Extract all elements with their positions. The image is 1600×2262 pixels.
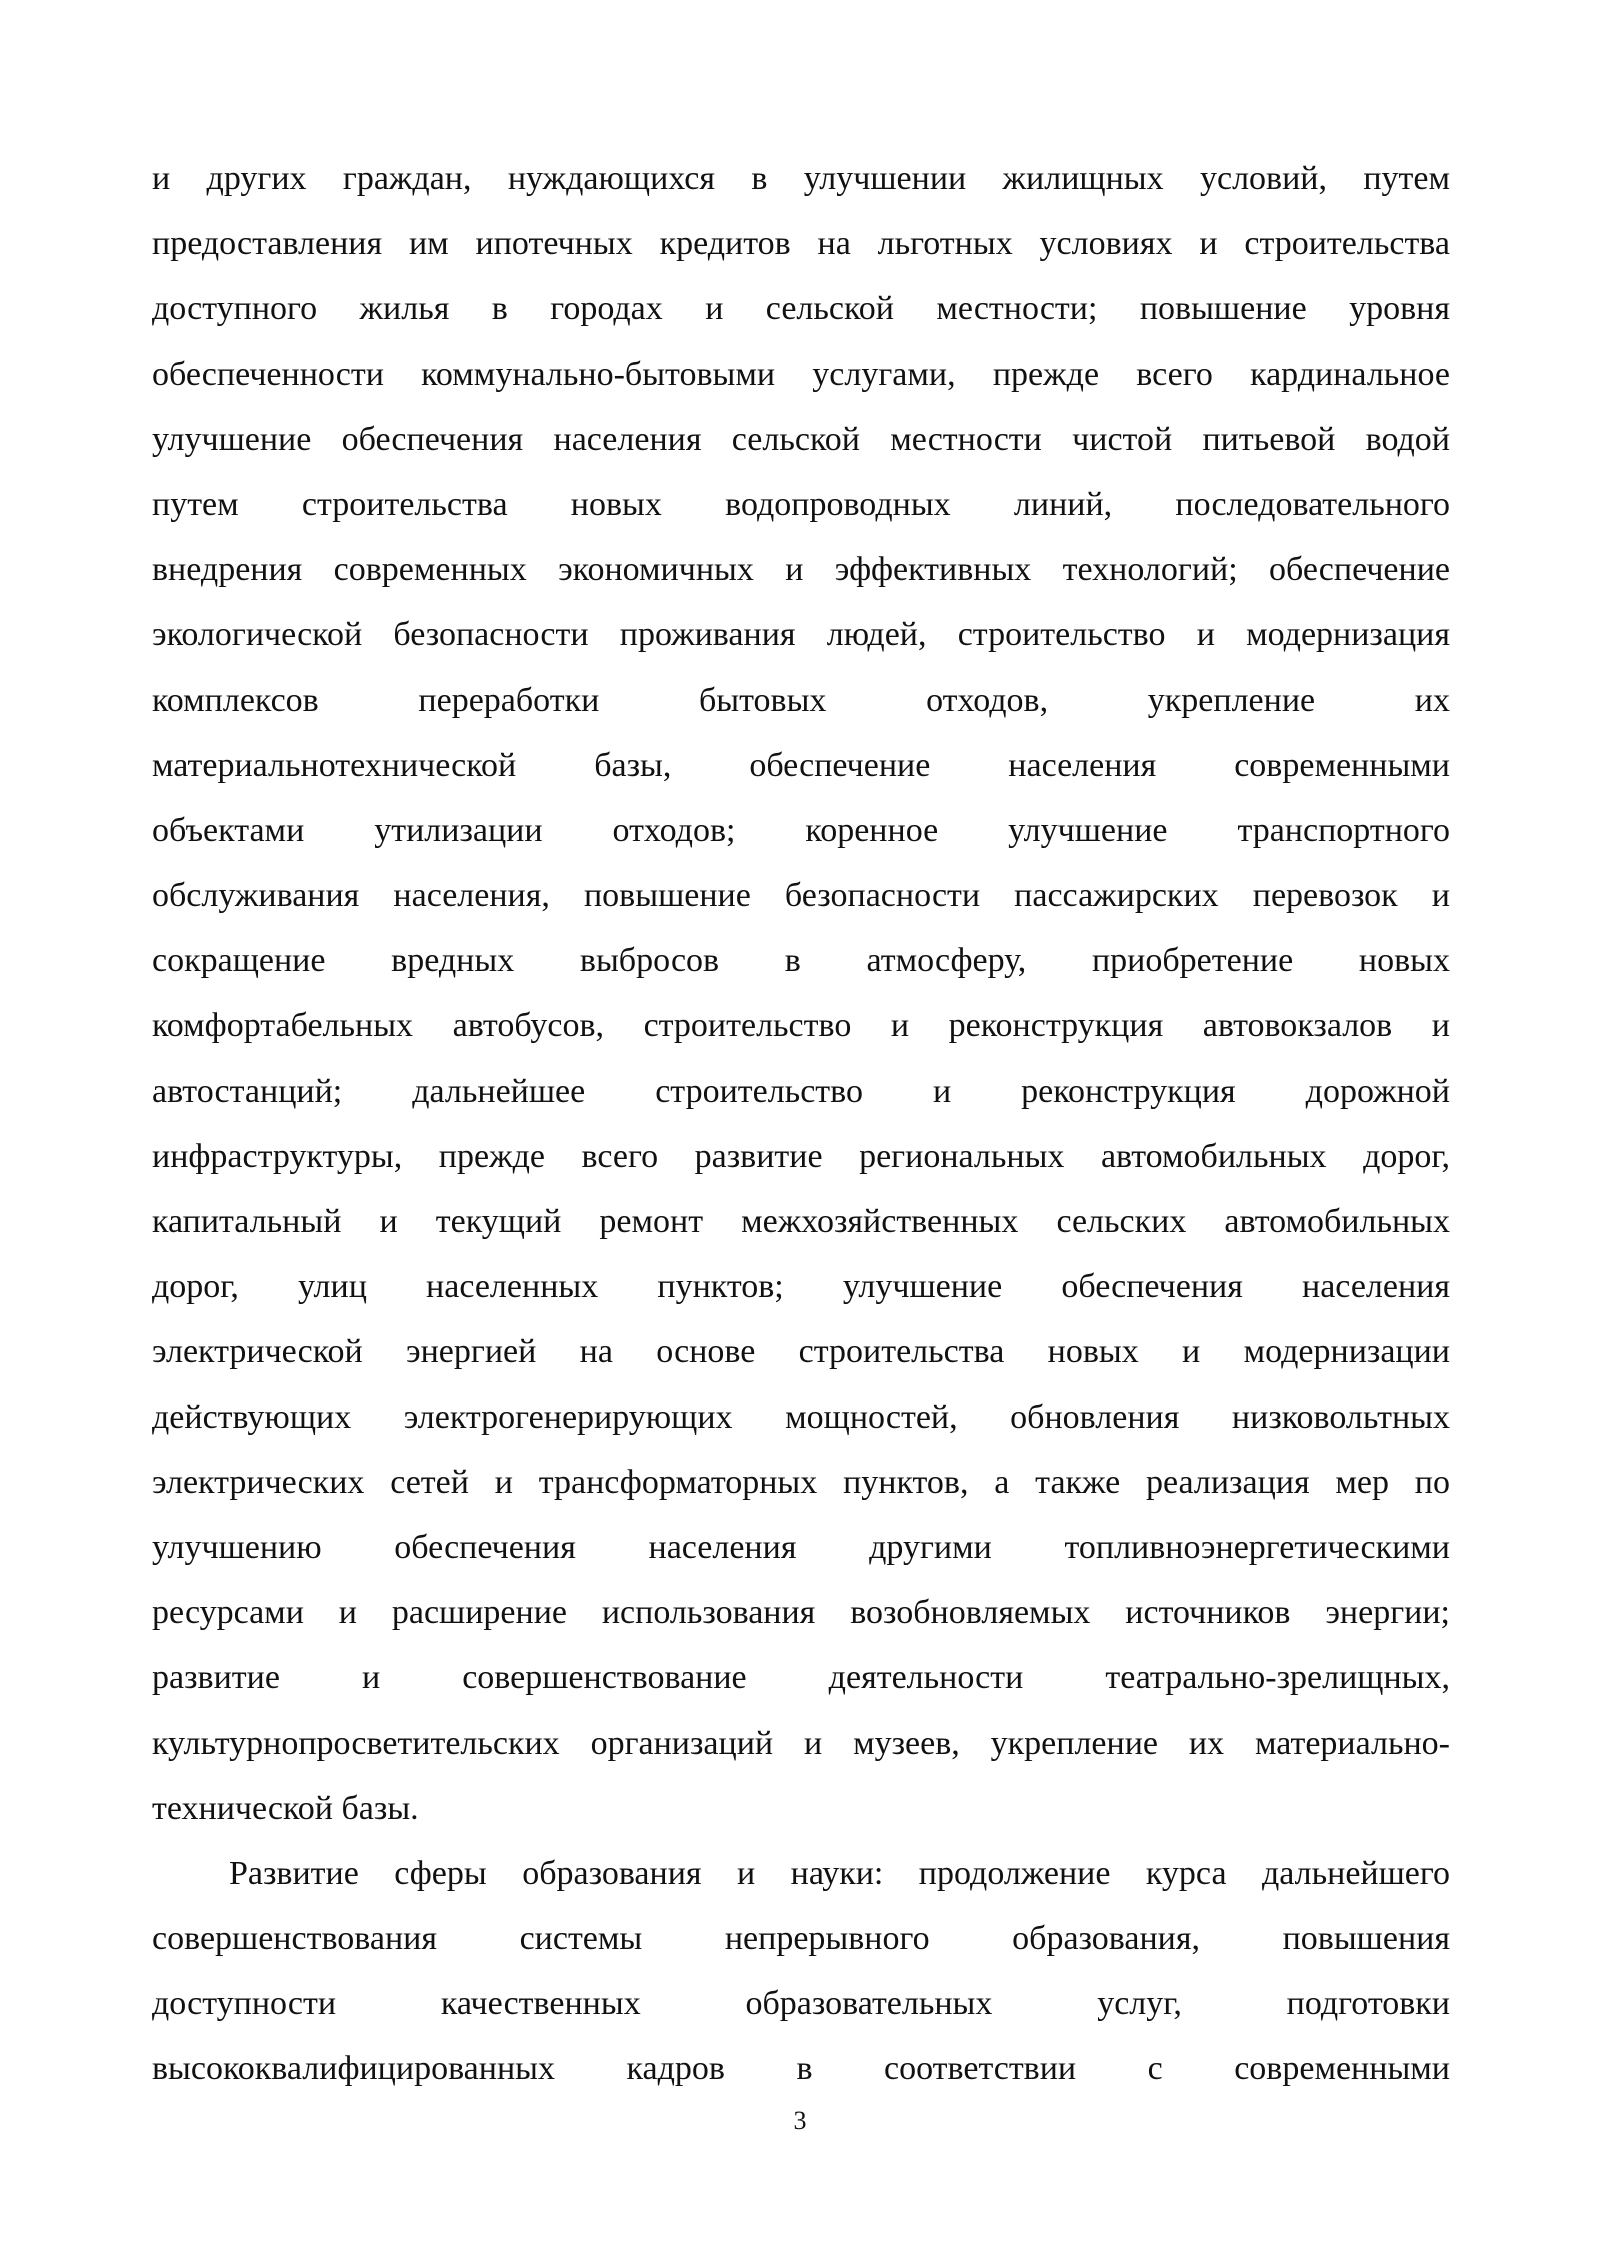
body-text bbox=[152, 146, 1450, 2102]
text-line: совершенствования системы непрерывного образования, повышения bbox=[152, 1920, 1450, 1958]
text-line: развитие и совершенствование деятельности театрально-зрелищных, bbox=[152, 1659, 1450, 1697]
text-line: капитальный и текущий ремонт межхозяйственных сельских автомобильных bbox=[152, 1203, 1450, 1240]
text-line: инфраструктуры, прежде всего развитие региональных автомобильных дорог, bbox=[152, 1137, 1450, 1175]
text-line: дорог, улиц населенных пунктов; улучшение обеспечения населения bbox=[152, 1268, 1450, 1306]
text-line: высококвалифицированных кадров в соответствии с современными bbox=[152, 2050, 1450, 2088]
text-line: автостанций; дальнейшее строительство и реконструкция дорожной bbox=[152, 1072, 1450, 1110]
text-line: комфортабельных автобусов, строительство и реконструкция автовокзалов и bbox=[152, 1007, 1450, 1045]
text-line: Развитие сферы образования и науки: продолжение курса дальнейшего bbox=[229, 1854, 1450, 1892]
text-line: доступности качественных образовательных услуг, подготовки bbox=[152, 1985, 1450, 2023]
paragraph bbox=[152, 1841, 1450, 2102]
text-line: сокращение вредных выбросов в атмосферу, приобретение новых bbox=[152, 942, 1450, 980]
text-line: культурнопросветительских организаций и музеев, укрепление их материально- bbox=[152, 1724, 1450, 1762]
text-line: обеспеченности коммунально-бытовыми услугами, прежде всего кардинальное bbox=[152, 355, 1450, 393]
text-line: действующих электрогенерирующих мощностей, обновления низковольтных bbox=[152, 1398, 1450, 1436]
text-line: экологической безопасности проживания людей, строительство и модернизация bbox=[152, 616, 1450, 654]
text-line: электрической энергией на основе строительства новых и модернизации bbox=[152, 1333, 1450, 1371]
page-number: 3 bbox=[793, 2106, 807, 2135]
paragraph bbox=[152, 146, 1450, 1841]
text-line: объектами утилизации отходов; коренное улучшение транспортного bbox=[152, 811, 1450, 849]
text-line: обслуживания населения, повышение безопасности пассажирских перевозок и bbox=[152, 877, 1450, 915]
text-line: материальнотехнической базы, обеспечение населения современными bbox=[152, 746, 1450, 784]
text-line: внедрения современных экономичных и эффективных технологий; обеспечение bbox=[152, 551, 1450, 589]
text-line: технической базы. bbox=[152, 1789, 419, 1827]
text-line: доступного жилья в городах и сельской местности; повышение уровня bbox=[152, 290, 1450, 328]
text-line: улучшение обеспечения населения сельской местности чистой питьевой водой bbox=[152, 420, 1450, 458]
text-line: комплексов переработки бытовых отходов, укрепление их bbox=[152, 681, 1450, 719]
text-line: ресурсами и расширение использования возобновляемых источников энергии; bbox=[152, 1594, 1450, 1632]
text-line: улучшению обеспечения населения другими топливноэнергетическими bbox=[152, 1528, 1450, 1566]
text-line: путем строительства новых водопроводных линий, последовательного bbox=[152, 485, 1450, 523]
text-line: предоставления им ипотечных кредитов на льготных условиях и строительства bbox=[152, 225, 1450, 263]
text-line: электрических сетей и трансформаторных пунктов, а также реализация мер по bbox=[152, 1463, 1450, 1501]
text-line: и других граждан, нуждающихся в улучшении жилищных условий, путем bbox=[152, 160, 1450, 197]
